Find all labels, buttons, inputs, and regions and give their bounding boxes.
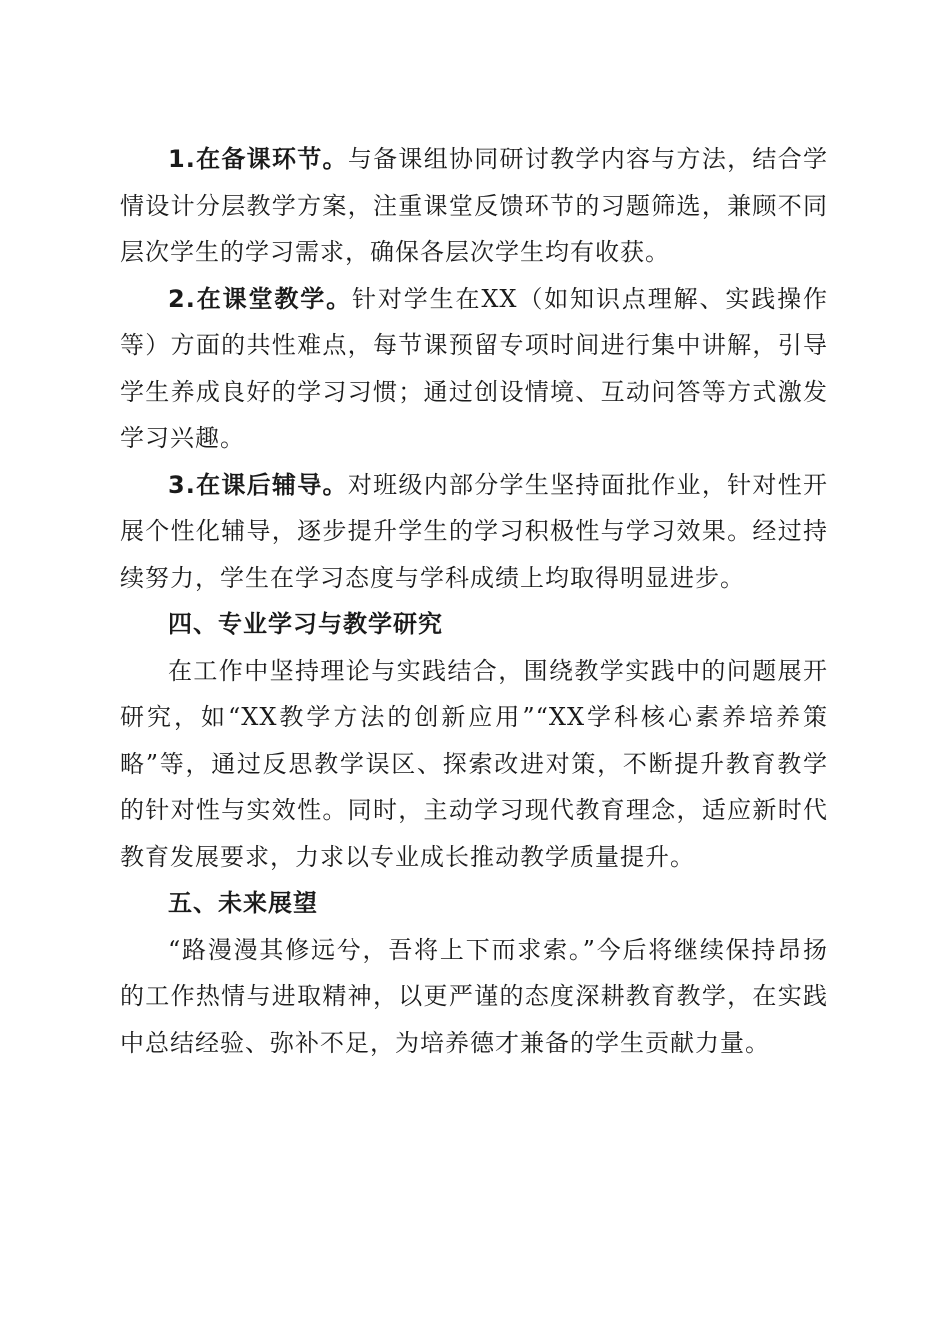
item-backup-prep (120, 136, 828, 276)
item-lead: 2.在课堂教学。 (168, 284, 352, 313)
section-heading-professional-study: 四、专业学习与教学研究 (168, 610, 443, 638)
section-body-professional-study: 在工作中坚持理论与实践结合，围绕教学实践中的问题展开研究，如“XX教学方法的创新应用”“XX学科核心素养培养策略”等，通过反思教学误区、探索改进对策，不断提升教育教学的针对性与实效性。同时，主动学习现代教育理念，适应新时代教育发展要求，力求以专业成长推动教学质量提升。 (120, 656, 828, 871)
section-heading-future-outlook: 五、未来展望 (168, 889, 318, 917)
item-after-class-tutoring (120, 462, 828, 602)
item-body: 对班级内部分学生坚持面批作业，针对性开展个性化辅导，逐步提升学生的学习积极性与学习效果。经过持续努力，学生在学习态度与学科成绩上均取得明显进步。 (120, 470, 828, 592)
section-body-future-outlook: “路漫漫其修远兮，吾将上下而求索。”今后将继续保持昂扬的工作热情与进取精神，以更严谨的态度深耕教育教学，在实践中总结经验、弥补不足，为培养德才兼备的学生贡献力量。 (120, 935, 828, 1057)
document-page (120, 136, 828, 1066)
item-lead: 3.在课后辅导。 (168, 470, 348, 499)
item-lead: 1.在备课环节。 (168, 145, 348, 173)
item-body: 针对学生在XX（如知识点理解、实践操作等）方面的共性难点，每节课预留专项时间进行集中讲解，引导学生养成良好的学习习惯；通过创设情境、互动问答等方式激发学习兴趣。 (120, 284, 828, 452)
item-body: 与备课组协同研讨教学内容与方法，结合学情设计分层教学方案，注重课堂反馈环节的习题筛选，兼顾不同层次学生的学习需求，确保各层次学生均有收获。 (120, 145, 828, 266)
item-classroom-teaching (120, 276, 828, 462)
